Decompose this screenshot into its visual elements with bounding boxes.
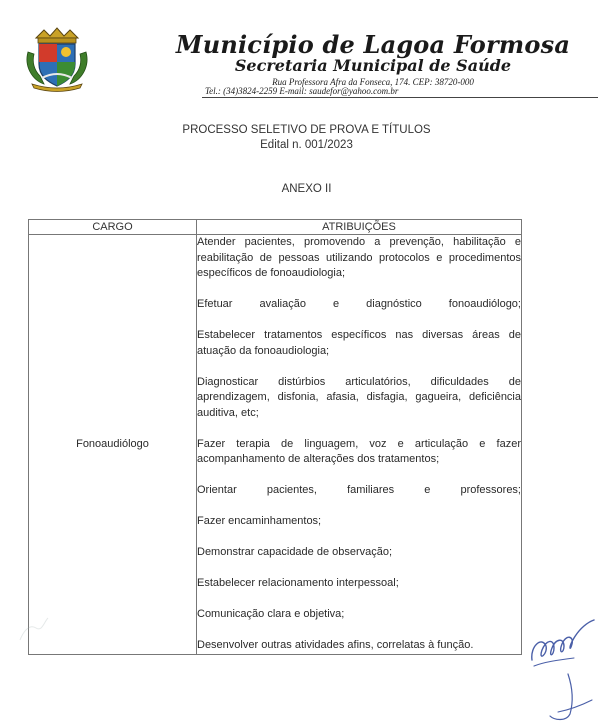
- attribution-item: Diagnosticar distúrbios articulatórios, dificuldades de aprendizagem, disfonia, afasia, disfagia, gagueira, deficiência auditiva, etc;: [197, 375, 521, 419]
- municipality-title: Município de Lagoa Formosa: [175, 30, 571, 59]
- signature-icon: [524, 616, 598, 724]
- column-header-atribuicoes: ATRIBUIÇÕES: [197, 220, 522, 235]
- letterhead: [0, 0, 613, 100]
- coat-of-arms-icon: [22, 22, 92, 92]
- header-divider: [202, 97, 598, 98]
- process-title: PROCESSO SELETIVO DE PROVA E TÍTULOS: [182, 124, 431, 136]
- faint-stamp-icon: [14, 610, 54, 650]
- attribution-item: Estabelecer tratamentos específicos nas diversas áreas de atuação da fonoaudiologia;: [197, 329, 521, 357]
- attribution-item: Desenvolver outras atividades afins, correlatas à função.: [197, 639, 474, 651]
- attribution-item: Fazer terapia de linguagem, voz e articulação e fazer acompanhamento de alterações dos tratamentos;: [197, 437, 521, 465]
- attribution-item: Demonstrar capacidade de observação;: [197, 546, 393, 558]
- table-row: [29, 235, 522, 655]
- attribution-item: Estabelecer relacionamento interpessoal;: [197, 577, 399, 589]
- attribution-item: Orientar pacientes, familiares e professores;: [197, 484, 521, 496]
- attribution-item: Comunicação clara e objetiva;: [197, 608, 345, 620]
- edital-number: Edital n. 001/2023: [260, 139, 353, 151]
- table-header-row: [29, 220, 522, 235]
- annex-title: ANEXO II: [281, 183, 332, 195]
- address-line: Rua Professora Afra da Fonseca, 174. CEP: 38720-000: [272, 77, 474, 87]
- department-title: Secretaria Municipal de Saúde: [234, 56, 512, 75]
- contact-line: Tel.: (34)3824-2259 E-mail: saudefor@yahoo.com.br: [205, 86, 399, 96]
- attribution-item: Atender pacientes, promovendo a prevenção, habilitação e reabilitação de pessoas utilizando protocolos e procedimentos específicos de fonoaudiologia;: [197, 236, 521, 279]
- attributions-cell: [197, 235, 522, 655]
- attribution-item: Efetuar avaliação e diagnóstico fonoaudiólogo;: [197, 298, 521, 310]
- cargo-cell: Fonoaudiólogo: [29, 235, 197, 655]
- column-header-cargo: CARGO: [29, 220, 197, 235]
- attribution-item: Fazer encaminhamentos;: [197, 515, 322, 527]
- attributions-table: [28, 219, 522, 655]
